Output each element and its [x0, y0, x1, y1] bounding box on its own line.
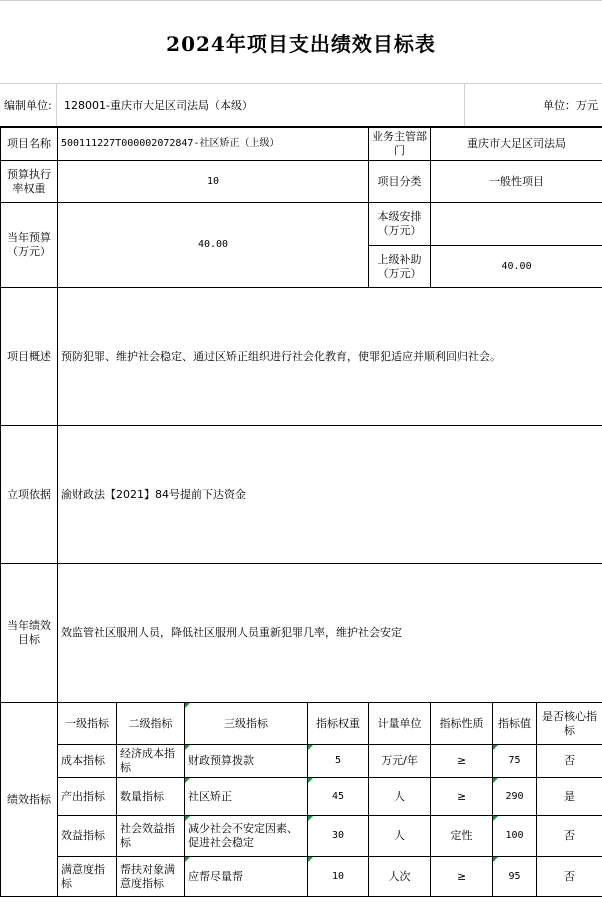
level1-cell: 成本指标 — [58, 745, 117, 778]
budget-label: 当年预算（万元） — [1, 203, 58, 288]
goal-row — [1, 564, 602, 703]
indicator-row — [1, 816, 602, 857]
org-unit-row — [0, 84, 602, 127]
header-cell: 二级指标 — [117, 703, 185, 745]
header-cell: 是否核心指标 — [537, 703, 602, 745]
local-value — [431, 203, 602, 246]
overview-label: 项目概述 — [1, 288, 58, 426]
core-cell: 否 — [537, 816, 602, 857]
org-value: 128001-重庆市大足区司法局（本级） — [64, 99, 253, 112]
goal-value: 效监管社区服刑人员，降低社区服刑人员重新犯罪几率，维护社会安定 — [58, 564, 602, 703]
dept-label: 业务主管部门 — [369, 128, 431, 161]
value-cell: 75 — [493, 745, 537, 778]
nature-cell: ≥ — [431, 745, 493, 778]
dept-value: 重庆市大足区司法局 — [431, 128, 602, 161]
header-cell: 指标值 — [493, 703, 537, 745]
value-cell: 290 — [493, 778, 537, 816]
header-cell: 一级指标 — [58, 703, 117, 745]
project-name-label: 项目名称 — [1, 128, 58, 161]
upper-label: 上级补助（万元） — [369, 246, 431, 288]
weight-value: 10 — [58, 161, 369, 203]
header-cell: 指标性质 — [431, 703, 493, 745]
level2-cell: 社会效益指标 — [117, 816, 185, 857]
unit-cell: 人 — [369, 816, 431, 857]
goal-label: 当年绩效目标 — [1, 564, 58, 703]
indicator-row — [1, 778, 602, 816]
budget-row-1 — [1, 203, 602, 246]
category-value: 一般性项目 — [431, 161, 602, 203]
value-cell: 95 — [493, 857, 537, 897]
weight-cell: 30 — [308, 816, 369, 857]
sheet-title: 2024年项目支出绩效目标表 — [0, 0, 602, 84]
weight-cell: 5 — [308, 745, 369, 778]
level3-cell: 减少社会不安定因素、促进社会稳定 — [185, 816, 308, 857]
core-cell: 否 — [537, 857, 602, 897]
project-name-row — [1, 128, 602, 161]
weight-row — [1, 161, 602, 203]
header-cell: 三级指标 — [185, 703, 308, 745]
org-label: 编制单位: — [4, 99, 52, 112]
unit-cell: 人次 — [369, 857, 431, 897]
nature-cell: ≥ — [431, 857, 493, 897]
level2-cell: 帮扶对象满意度指标 — [117, 857, 185, 897]
level3-cell: 应帮尽量帮 — [185, 857, 308, 897]
nature-cell: 定性 — [431, 816, 493, 857]
grid-line — [56, 84, 57, 126]
unit-cell: 万元/年 — [369, 745, 431, 778]
category-label: 项目分类 — [369, 161, 431, 203]
overview-value: 预防犯罪、维护社会稳定、通过区矫正组织进行社会化教育，使罪犯适应并顺利回归社会。 — [58, 288, 602, 426]
main-table — [0, 127, 602, 897]
header-cell: 指标权重 — [308, 703, 369, 745]
basis-value: 渝财政法【2021】84号提前下达资金 — [58, 426, 602, 564]
level1-cell: 产出指标 — [58, 778, 117, 816]
local-label: 本级安排（万元） — [369, 203, 431, 246]
indicators-section-label: 绩效指标 — [1, 703, 58, 897]
basis-label: 立项依据 — [1, 426, 58, 564]
core-cell: 否 — [537, 745, 602, 778]
nature-cell: ≥ — [431, 778, 493, 816]
core-cell: 是 — [537, 778, 602, 816]
grid-line — [464, 84, 465, 126]
budget-value: 40.00 — [58, 203, 369, 288]
weight-cell: 45 — [308, 778, 369, 816]
level1-cell: 满意度指标 — [58, 857, 117, 897]
upper-value: 40.00 — [431, 246, 602, 288]
header-cell: 计量单位 — [369, 703, 431, 745]
level2-cell: 经济成本指标 — [117, 745, 185, 778]
indicator-row — [1, 857, 602, 897]
level3-cell: 社区矫正 — [185, 778, 308, 816]
overview-row — [1, 288, 602, 426]
level1-cell: 效益指标 — [58, 816, 117, 857]
unit-cell: 人 — [369, 778, 431, 816]
weight-cell: 10 — [308, 857, 369, 897]
value-cell: 100 — [493, 816, 537, 857]
basis-row — [1, 426, 602, 564]
indicator-header-row — [1, 703, 602, 745]
level2-cell: 数量指标 — [117, 778, 185, 816]
level3-cell: 财政预算拨款 — [185, 745, 308, 778]
indicator-row — [1, 745, 602, 778]
unit-label: 单位：万元 — [543, 99, 598, 112]
project-name-value: 500111227T000002072847-社区矫正（上级） — [58, 128, 369, 161]
weight-label: 预算执行率权重 — [1, 161, 58, 203]
